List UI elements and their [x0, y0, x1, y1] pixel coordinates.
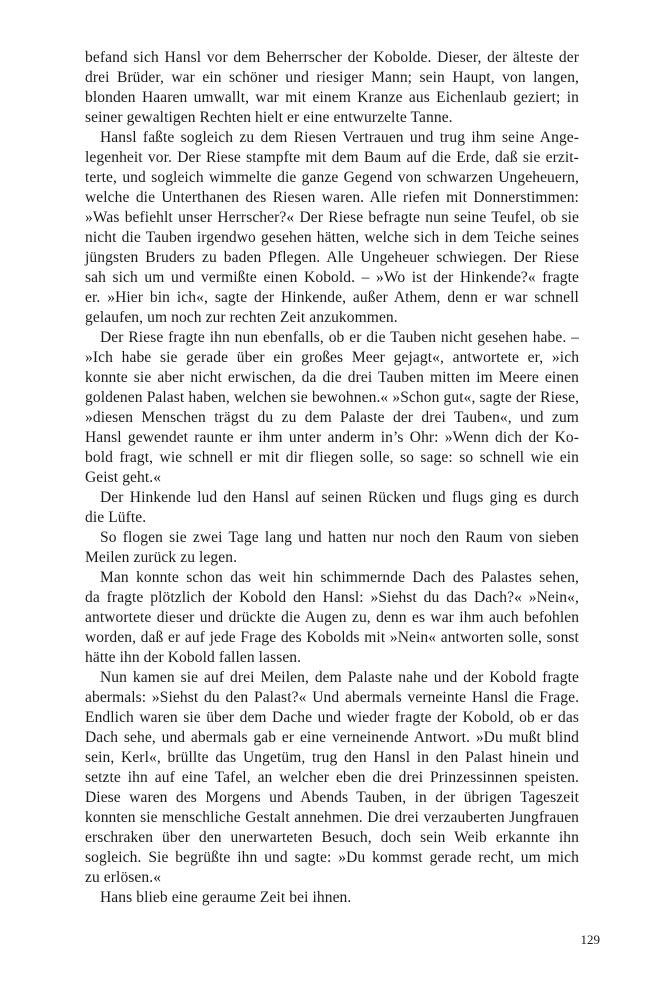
text-line: So flogen sie zwei Tage lang und hatten nur noch den Raum von sieben — [100, 529, 579, 546]
text-line: antwortete dieser und drückte die Augen zu, denn es war ihm auch befohlen — [85, 609, 580, 626]
text-line: bold fragt, wie schnell er mit dir fliegen solle, so sage: so schnell wie ein — [85, 449, 579, 466]
text-line: Der Hinkende lud den Hansl auf seinen Rücken und flugs ging es durch — [100, 489, 580, 506]
paragraph — [85, 328, 579, 488]
text-line: worden, daß er auf jede Frage des Kobolds mit »Nein« antworten solle, sonst — [85, 629, 579, 646]
paragraph — [85, 528, 579, 568]
text-line: Der Riese fragte ihn nun ebenfalls, ob er die Tauben nicht gesehen habe. – — [100, 329, 580, 346]
text-line: befand sich Hansl vor dem Beherrscher der Kobolde. Dieser, der älteste der — [85, 49, 579, 66]
text-line: sogleich. Sie begrüßte ihn und sagte: »Du kommst gerade recht, um mich — [85, 849, 580, 866]
text-line: seiner gewaltigen Rechten hielt er eine entwurzelte Tanne. — [85, 109, 453, 126]
paragraph — [85, 128, 579, 328]
text-line: Hansl gewendet raunte er ihm unter anderm in’s Ohr: »Wenn dich der Ko- — [85, 429, 580, 446]
text-line: »Ich habe sie gerade über ein großes Meer gejagt«, antwortete er, »ich — [85, 349, 580, 366]
paragraph — [85, 888, 579, 908]
text-line: da fragte plötzlich der Kobold den Hansl: »Siehst du das Dach?« »Nein«, — [85, 589, 579, 606]
text-line: erschraken über den unerwarteten Besuch, doch sein Weib erkannte ihn — [85, 829, 579, 846]
text-line: Nun kamen sie auf drei Meilen, dem Palaste nahe und der Kobold fragte — [100, 669, 579, 686]
text-line: Diese waren des Morgens und Abends Tauben, in der übrigen Tageszeit — [85, 789, 580, 806]
text-line: sein, Kerl«, brüllte das Ungetüm, trug den Hansl in den Palast hinein und — [85, 749, 579, 766]
page-text — [85, 48, 579, 908]
page-number: 129 — [580, 932, 600, 947]
text-line: abermals: »Siehst du den Palast?« Und abermals verneinte Hansl die Frage. — [85, 689, 580, 706]
text-line: terte, und sogleich wimmelte die ganze Gegend von schwarzen Ungeheuern, — [85, 169, 579, 186]
text-line: Geist geht.« — [85, 469, 162, 486]
text-line: die Lüfte. — [85, 509, 147, 526]
text-line: welche die Unterthanen des Riesen waren. Alle riefen mit Donnerstimmen: — [85, 189, 579, 206]
text-line: »diesen Menschen trägst du zu dem Palaste der drei Tauben«, und zum — [85, 409, 579, 426]
text-line: er. »Hier bin ich«, sagte der Hinkende, außer Athem, denn er war schnell — [85, 289, 579, 306]
paragraph — [85, 48, 579, 128]
text-line: blonden Haaren umwallt, war mit einem Kranze aus Eichenlaub geziert; in — [85, 89, 580, 106]
text-line: legenheit vor. Der Riese stampfte mit dem Baum auf die Erde, daß sie erzit- — [85, 149, 579, 166]
paragraph — [85, 668, 579, 888]
text-line: jüngsten Bruders zu baden Pflegen. Alle Ungeheuer schwiegen. Der Riese — [85, 249, 579, 266]
text-line: Hansl faßte sogleich zu dem Riesen Vertrauen und trug ihm seine Ange- — [100, 129, 580, 146]
text-line: nicht die Tauben irgendwo gesehen hätten, welche sich in dem Teiche seines — [85, 229, 580, 246]
text-line: Endlich waren sie über dem Dache und wieder fragte der Kobold, ob er das — [85, 709, 579, 726]
text-line: konnten sie menschliche Gestalt annehmen. Die drei verzauberten Jungfrauen — [85, 809, 580, 826]
text-line: Meilen zurück zu legen. — [85, 549, 238, 566]
text-line: hätte ihn der Kobold fallen lassen. — [85, 649, 302, 666]
text-line: goldenen Palast haben, welchen sie bewohnen.« »Schon gut«, sagte der Riese, — [85, 389, 580, 406]
text-line: »Was befiehlt unser Herrscher?« Der Riese befragte nun seine Teufel, ob sie — [85, 209, 579, 226]
text-line: konnte sie aber nicht erwischen, da die drei Tauben mitten im Meere einen — [85, 369, 579, 386]
text-line: gelaufen, um noch zur rechten Zeit anzukommen. — [85, 309, 398, 326]
text-line: Dach sehe, und abermals gab er eine verneinende Antwort. »Du mußt blind — [85, 729, 580, 746]
text-line: Man konnte schon das weit hin schimmernde Dach des Palastes sehen, — [100, 569, 580, 586]
paragraph — [85, 568, 579, 668]
paragraph — [85, 488, 579, 528]
text-line: sah sich um und vermißte einen Kobold. – »Wo ist der Hinkende?« fragte — [85, 269, 580, 286]
text-line: zu erlösen.« — [85, 869, 162, 886]
text-line: setzte ihn auf eine Tafel, an welcher eben die drei Prinzessinnen speisten. — [85, 769, 580, 786]
text-line: Hans blieb eine geraume Zeit bei ihnen. — [100, 889, 352, 906]
text-line: drei Brüder, war ein schöner und riesiger Mann; sein Haupt, von langen, — [85, 69, 580, 86]
